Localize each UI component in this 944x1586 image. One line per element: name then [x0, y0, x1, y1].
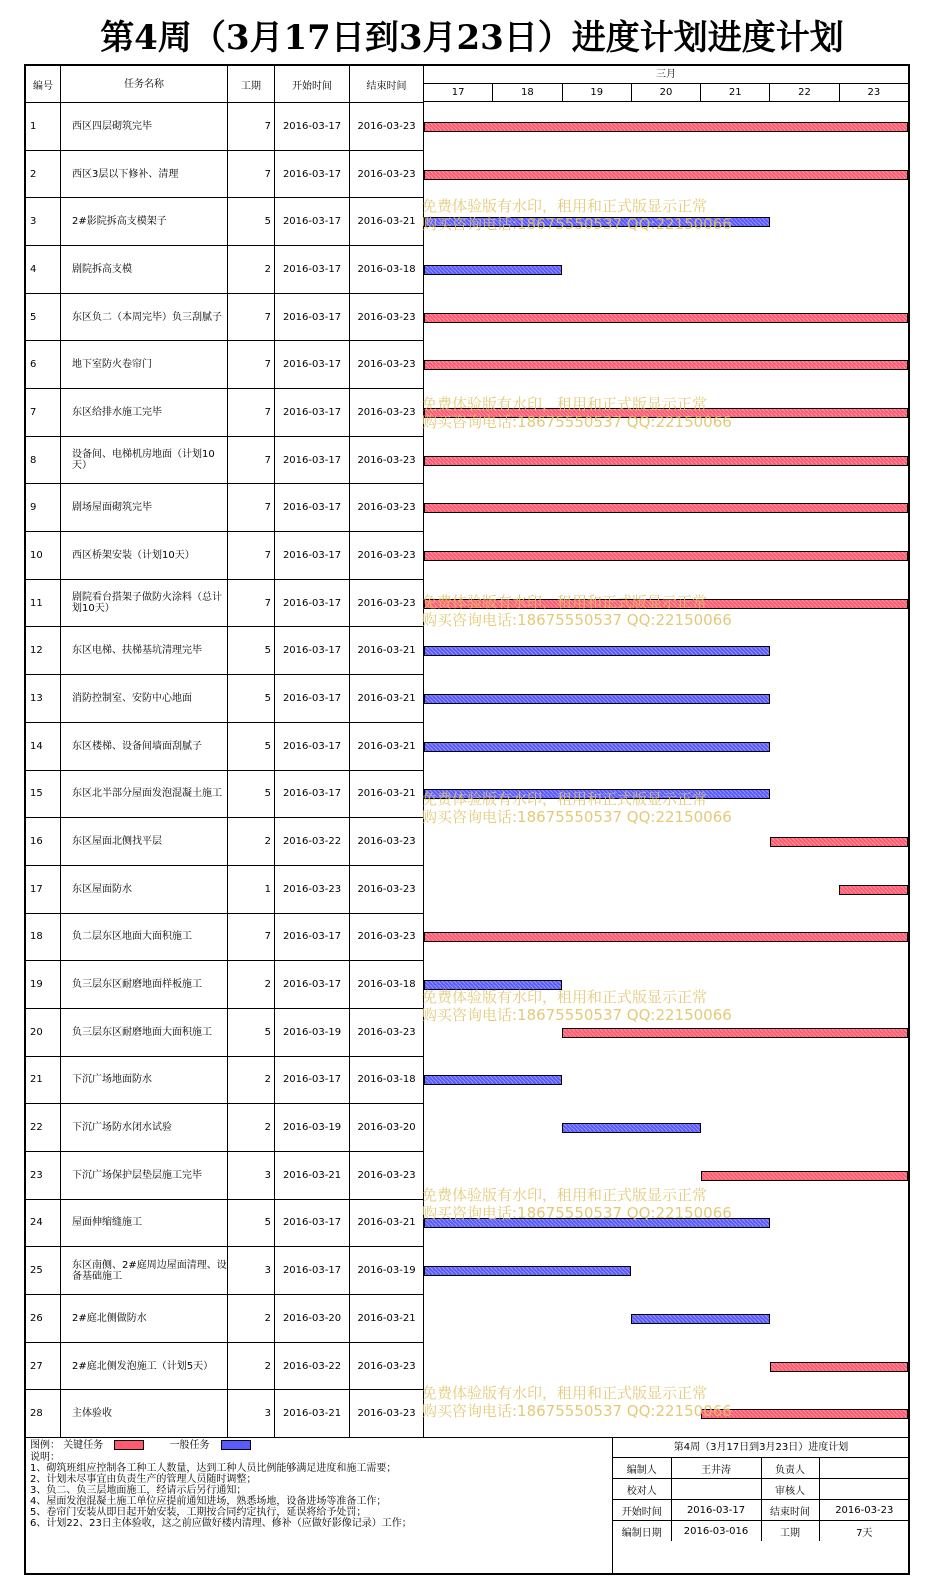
gantt-bar: [424, 122, 908, 132]
task-id: 4: [26, 246, 61, 293]
info-cell: [671, 1479, 761, 1500]
task-end: 2016-03-18: [350, 961, 424, 1008]
task-start: 2016-03-17: [275, 341, 350, 388]
gantt-bar: [424, 742, 770, 752]
watermark-line1: 免费体验版有水印，租用和正式版显示正常: [422, 1384, 708, 1402]
task-start: 2016-03-17: [275, 723, 350, 770]
gantt-bar: [424, 170, 908, 180]
info-cell: 2016-03-17: [671, 1500, 761, 1521]
task-end: 2016-03-21: [350, 627, 424, 674]
task-start: 2016-03-17: [275, 627, 350, 674]
table-row: [26, 1200, 424, 1248]
task-id: 27: [26, 1343, 61, 1390]
gantt-header: [424, 66, 908, 103]
table-row: [26, 627, 424, 675]
task-start: 2016-03-20: [275, 1295, 350, 1342]
task-start: 2016-03-17: [275, 961, 350, 1008]
legend-critical-label: 关键任务: [63, 1440, 104, 1451]
header-id: 编号: [26, 66, 61, 102]
task-duration: 7: [228, 151, 275, 198]
task-name: 东区北半部分屋面发泡混凝土施工: [61, 771, 228, 818]
legend-label: 图例：: [30, 1440, 60, 1451]
task-id: 19: [26, 961, 61, 1008]
gantt-bar: [424, 694, 770, 704]
table-row: [26, 389, 424, 437]
task-id: 18: [26, 914, 61, 961]
task-end: 2016-03-21: [350, 198, 424, 245]
info-cell: 结束时间: [761, 1500, 819, 1521]
task-end: 2016-03-23: [350, 294, 424, 341]
task-end: 2016-03-23: [350, 103, 424, 150]
table-row: [26, 1247, 424, 1295]
task-duration: 5: [228, 627, 275, 674]
task-start: 2016-03-22: [275, 818, 350, 865]
task-id: 13: [26, 675, 61, 722]
watermark-line2: 购买咨询电话:18675550537 QQ:22150066: [422, 808, 732, 826]
task-end: 2016-03-23: [350, 1152, 424, 1199]
task-duration: 7: [228, 294, 275, 341]
table-row: [26, 914, 424, 962]
task-end: 2016-03-23: [350, 914, 424, 961]
gantt-bar: [424, 646, 770, 656]
task-id: 20: [26, 1009, 61, 1056]
task-id: 28: [26, 1390, 61, 1437]
task-duration: 3: [228, 1152, 275, 1199]
task-name: 东区负二（本周完毕）负三刮腻子: [61, 294, 228, 341]
note-line: 5、卷帘门安装从即日起开始安装，工期按合同约定执行，延误将给予处罚；: [30, 1507, 367, 1518]
info-table: [613, 1458, 909, 1541]
gantt-bar: [424, 1266, 631, 1276]
task-duration: 7: [228, 914, 275, 961]
task-id: 3: [26, 198, 61, 245]
table-row: [26, 484, 424, 532]
task-end: 2016-03-18: [350, 1057, 424, 1104]
gantt-days: [424, 83, 908, 102]
task-name: 剧院拆高支模: [61, 246, 228, 293]
task-id: 22: [26, 1104, 61, 1151]
table-row: [26, 866, 424, 914]
info-cell: 2016-03-016: [671, 1521, 761, 1542]
task-duration: 1: [228, 866, 275, 913]
task-end: 2016-03-19: [350, 1247, 424, 1294]
task-duration: 3: [228, 1247, 275, 1294]
task-end: 2016-03-23: [350, 151, 424, 198]
task-end: 2016-03-23: [350, 437, 424, 484]
task-end: 2016-03-23: [350, 532, 424, 579]
task-end: 2016-03-23: [350, 389, 424, 436]
info-cell: 编制人: [613, 1458, 671, 1479]
task-id: 1: [26, 103, 61, 150]
note-line: 2、计划未尽事宜由负责生产的管理人员随时调整；: [30, 1474, 257, 1485]
table-row: [26, 1152, 424, 1200]
task-name: 西区3层以下修补、清理: [61, 151, 228, 198]
task-name: 下沉广场保护层垫层施工完毕: [61, 1152, 228, 1199]
watermark-line2: 购买咨询电话:18675550537 QQ:22150066: [422, 611, 732, 629]
task-end: 2016-03-23: [350, 1009, 424, 1056]
task-end: 2016-03-23: [350, 866, 424, 913]
task-duration: 3: [228, 1390, 275, 1437]
watermark-line1: 免费体验版有水印，租用和正式版显示正常: [422, 197, 708, 215]
task-start: 2016-03-17: [275, 103, 350, 150]
task-name: 东区楼梯、设备间墙面刮腻子: [61, 723, 228, 770]
task-name: 下沉广场防水闭水试验: [61, 1104, 228, 1151]
gantt-bar: [424, 503, 908, 513]
task-start: 2016-03-17: [275, 1057, 350, 1104]
legend: [30, 1440, 251, 1451]
table-row: [26, 961, 424, 1009]
task-end: 2016-03-23: [350, 1390, 424, 1437]
task-end: 2016-03-21: [350, 1295, 424, 1342]
task-end: 2016-03-21: [350, 771, 424, 818]
gantt-bar: [424, 265, 562, 275]
info-cell: 7天: [856, 1527, 873, 1539]
watermark-line1: 免费体验版有水印，租用和正式版显示正常: [422, 988, 708, 1006]
task-id: 11: [26, 580, 61, 627]
task-name: 东区屋面北侧找平层: [61, 818, 228, 865]
watermark-line2: 购买咨询电话:18675550537 QQ:22150066: [422, 215, 732, 233]
task-duration: 7: [228, 389, 275, 436]
table-row: [26, 1104, 424, 1152]
task-name: 设备间、电梯机房地面（计划10天）: [61, 437, 228, 484]
gantt-bar: [424, 360, 908, 370]
task-start: 2016-03-21: [275, 1152, 350, 1199]
gantt-bar: [424, 313, 908, 323]
task-end: 2016-03-20: [350, 1104, 424, 1151]
gantt-bar: [424, 551, 908, 561]
task-end: 2016-03-23: [350, 341, 424, 388]
gantt-bar: [424, 932, 908, 942]
gantt-day: 21: [701, 84, 770, 101]
task-id: 12: [26, 627, 61, 674]
task-end: 2016-03-21: [350, 675, 424, 722]
table-row: [26, 1390, 424, 1438]
task-id: 21: [26, 1057, 61, 1104]
task-name: 负二层东区地面大面积施工: [61, 914, 228, 961]
task-duration: 7: [228, 341, 275, 388]
task-id: 6: [26, 341, 61, 388]
task-id: 23: [26, 1152, 61, 1199]
task-start: 2016-03-22: [275, 1343, 350, 1390]
table-row: [26, 532, 424, 580]
gantt-day: 23: [867, 87, 881, 98]
gantt-day: 18: [493, 84, 562, 101]
table-row: [26, 1057, 424, 1105]
header-start: 开始时间: [275, 66, 350, 102]
table-row: [26, 675, 424, 723]
table-row: [26, 103, 424, 151]
task-id: 9: [26, 484, 61, 531]
watermark-line2: 购买咨询电话:18675550537 QQ:22150066: [422, 1204, 732, 1222]
gantt-bar: [562, 1123, 700, 1133]
header-name: 任务名称: [61, 66, 228, 102]
page-title: 第4周（3月17日到3月23日）进度计划进度计划: [100, 18, 844, 58]
task-duration: 7: [228, 532, 275, 579]
task-duration: 7: [228, 580, 275, 627]
table-header: [26, 66, 424, 103]
task-id: 15: [26, 771, 61, 818]
table-row: [26, 437, 424, 485]
watermark-line2: 购买咨询电话:18675550537 QQ:22150066: [422, 1006, 732, 1024]
task-start: 2016-03-17: [275, 484, 350, 531]
task-id: 24: [26, 1200, 61, 1247]
header-duration: 工期: [228, 66, 275, 102]
task-name: 主体验收: [61, 1390, 228, 1437]
task-name: 东区给排水施工完毕: [61, 389, 228, 436]
watermark-line1: 免费体验版有水印，租用和正式版显示正常: [422, 790, 708, 808]
task-duration: 7: [228, 437, 275, 484]
info-panel: [612, 1438, 909, 1573]
task-name: 地下室防火卷帘门: [61, 341, 228, 388]
task-duration: 2: [228, 1104, 275, 1151]
gantt-month: 三月: [656, 69, 676, 80]
task-end: 2016-03-21: [350, 1200, 424, 1247]
task-start: 2016-03-17: [275, 437, 350, 484]
task-start: 2016-03-17: [275, 771, 350, 818]
table-row: [26, 1295, 424, 1343]
task-duration: 2: [228, 1343, 275, 1390]
task-start: 2016-03-17: [275, 389, 350, 436]
table-row: [26, 771, 424, 819]
note-line: 4、屋面发泡混凝土施工单位应提前通知进场，熟悉场地，设备进场等准备工作；: [30, 1496, 387, 1507]
task-name: 东区屋面防水: [61, 866, 228, 913]
task-id: 7: [26, 389, 61, 436]
task-name: 西区四层砌筑完毕: [61, 103, 228, 150]
watermark-line2: 购买咨询电话:18675550537 QQ:22150066: [422, 1402, 732, 1420]
task-name: 剧场屋面砌筑完毕: [61, 484, 228, 531]
task-duration: 7: [228, 484, 275, 531]
gantt-bar: [701, 1171, 908, 1181]
task-duration: 5: [228, 1200, 275, 1247]
task-start: 2016-03-21: [275, 1390, 350, 1437]
task-duration: 5: [228, 1009, 275, 1056]
table-row: [26, 294, 424, 342]
task-name: 屋面伸缩缝施工: [61, 1200, 228, 1247]
legend-normal-swatch: [221, 1440, 251, 1450]
table-row: [26, 580, 424, 628]
task-end: 2016-03-23: [350, 1343, 424, 1390]
task-start: 2016-03-17: [275, 532, 350, 579]
task-id: 14: [26, 723, 61, 770]
task-name: 负三层东区耐磨地面大面积施工: [61, 1009, 228, 1056]
task-duration: 7: [228, 103, 275, 150]
task-name: 2#影院拆高支模架子: [61, 198, 228, 245]
task-start: 2016-03-17: [275, 1247, 350, 1294]
task-duration: 5: [228, 723, 275, 770]
task-duration: 2: [228, 818, 275, 865]
gantt-day: 19: [563, 84, 632, 101]
table-row: [26, 1343, 424, 1391]
task-id: 16: [26, 818, 61, 865]
table-row: [26, 1009, 424, 1057]
task-duration: 2: [228, 1295, 275, 1342]
task-start: 2016-03-19: [275, 1104, 350, 1151]
watermark-line1: 免费体验版有水印，租用和正式版显示正常: [422, 395, 708, 413]
gantt-bar: [839, 885, 908, 895]
task-id: 5: [26, 294, 61, 341]
task-start: 2016-03-19: [275, 1009, 350, 1056]
header-end: 结束时间: [350, 66, 424, 102]
legend-normal-label: 一般任务: [169, 1440, 210, 1451]
task-id: 26: [26, 1295, 61, 1342]
info-cell: 负责人: [761, 1458, 819, 1479]
task-start: 2016-03-17: [275, 914, 350, 961]
task-id: 10: [26, 532, 61, 579]
task-end: 2016-03-23: [350, 818, 424, 865]
task-id: 25: [26, 1247, 61, 1294]
task-name: 2#庭北侧做防水: [61, 1295, 228, 1342]
task-name: 消防控制室、安防中心地面: [61, 675, 228, 722]
info-cell: 审核人: [761, 1479, 819, 1500]
info-cell: 编制日期: [613, 1521, 671, 1542]
legend-critical-swatch: [114, 1440, 144, 1450]
task-name: 负三层东区耐磨地面样板施工: [61, 961, 228, 1008]
notes: [30, 1452, 610, 1529]
table-row: [26, 151, 424, 199]
task-name: 西区桥架安装（计划10天）: [61, 532, 228, 579]
task-id: 17: [26, 866, 61, 913]
note-line: 说明：: [30, 1452, 60, 1463]
table-row: [26, 198, 424, 246]
task-start: 2016-03-17: [275, 294, 350, 341]
info-cell: [819, 1458, 909, 1479]
task-name: 东区南侧、2#庭周边屋面清理、设备基础施工: [61, 1247, 228, 1294]
task-duration: 5: [228, 675, 275, 722]
gantt-bar: [562, 1028, 908, 1038]
task-start: 2016-03-17: [275, 246, 350, 293]
watermark-line2: 购买咨询电话:18675550537 QQ:22150066: [422, 413, 732, 431]
task-end: 2016-03-23: [350, 484, 424, 531]
info-title: 第4周（3月17日到3月23日）进度计划: [613, 1438, 909, 1458]
task-start: 2016-03-17: [275, 151, 350, 198]
note-line: 6、计划22、23日主体验收，这之前应做好楼内清理、修补（应做好影像记录）工作；: [30, 1518, 412, 1529]
gantt-bar: [424, 456, 908, 466]
info-cell: 王井涛: [671, 1458, 761, 1479]
info-cell: 2016-03-23: [819, 1500, 909, 1521]
task-start: 2016-03-17: [275, 580, 350, 627]
task-start: 2016-03-23: [275, 866, 350, 913]
task-name: 2#庭北侧发泡施工（计划5天）: [61, 1343, 228, 1390]
task-start: 2016-03-17: [275, 1200, 350, 1247]
gantt-bar: [770, 837, 908, 847]
task-duration: 5: [228, 771, 275, 818]
task-duration: 2: [228, 961, 275, 1008]
task-id: 2: [26, 151, 61, 198]
task-duration: 2: [228, 246, 275, 293]
gantt-bar: [770, 1362, 908, 1372]
task-name: 剧院看台搭架子做防火涂料（总计划10天）: [61, 580, 228, 627]
table-row: [26, 341, 424, 389]
task-end: 2016-03-18: [350, 246, 424, 293]
note-line: 1、砌筑班组应控制各工种工人数量，达到工种人员比例能够满足进度和施工需要；: [30, 1463, 397, 1474]
watermark-line1: 免费体验版有水印，租用和正式版显示正常: [422, 1186, 708, 1204]
task-name: 东区电梯、扶梯基坑清理完毕: [61, 627, 228, 674]
task-duration: 5: [228, 198, 275, 245]
task-duration: 2: [228, 1057, 275, 1104]
note-line: 3、负二、负三层地面施工，经请示后另行通知；: [30, 1485, 247, 1496]
table-row: [26, 723, 424, 771]
task-start: 2016-03-17: [275, 675, 350, 722]
table-row: [26, 246, 424, 294]
info-cell: 开始时间: [613, 1500, 671, 1521]
info-cell: 校对人: [613, 1479, 671, 1500]
table-row: [26, 818, 424, 866]
gantt-day: 22: [770, 84, 839, 101]
gantt-bar: [631, 1314, 769, 1324]
task-name: 下沉广场地面防水: [61, 1057, 228, 1104]
gantt-bar: [424, 1075, 562, 1085]
watermark-line1: 免费体验版有水印，租用和正式版显示正常: [422, 593, 708, 611]
task-end: 2016-03-21: [350, 723, 424, 770]
task-start: 2016-03-17: [275, 198, 350, 245]
task-id: 8: [26, 437, 61, 484]
gantt-day: 20: [632, 84, 701, 101]
gantt-day: 17: [424, 84, 493, 101]
info-cell: [819, 1479, 909, 1500]
info-cell: 工期: [761, 1521, 819, 1542]
task-end: 2016-03-23: [350, 580, 424, 627]
